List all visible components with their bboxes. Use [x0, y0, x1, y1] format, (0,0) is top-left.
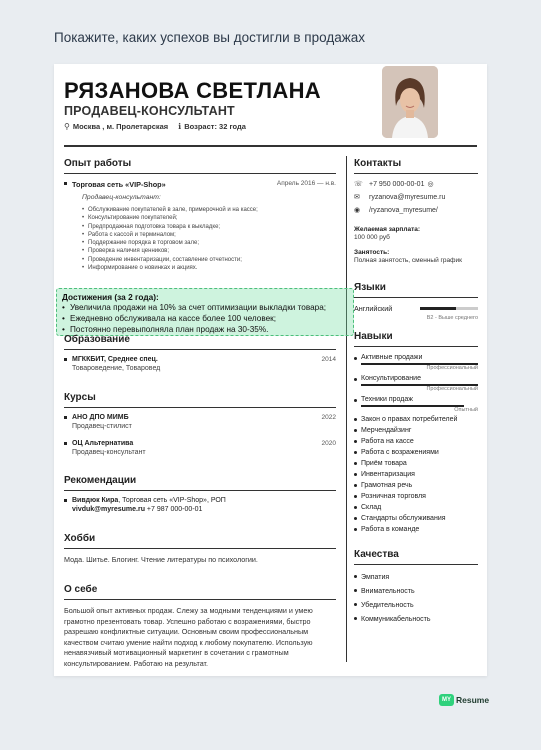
about-section: [64, 584, 336, 669]
recommender-contacts: vivduk@myresume.ru +7 987 000-00-01: [72, 506, 203, 513]
education-school: МГККБИТ, Среднее спец.: [64, 356, 158, 363]
contact-email: ✉ ryzanova@myresume.ru: [354, 193, 446, 201]
recommendations-divider: [64, 490, 336, 491]
achievements-list: [62, 302, 348, 335]
skill-item: Стандарты обслуживания: [354, 513, 478, 524]
quality-item: Коммуникабельность: [354, 613, 478, 627]
skill-level: Профессиональный: [426, 386, 478, 392]
job-company: Торговая сеть «VIP-Shop»: [64, 180, 166, 189]
education-row: [64, 356, 336, 363]
employment-label: Занятость:: [354, 249, 390, 256]
education-title: Образование: [64, 334, 130, 345]
contacts-divider: [354, 173, 478, 174]
skill-item: Склад: [354, 502, 478, 513]
hobby-title: Хобби: [64, 533, 96, 544]
column-divider: [346, 156, 347, 662]
skill-item: Грамотная речь: [354, 480, 478, 491]
skill-level: Профессиональный: [426, 365, 478, 371]
education-section: [64, 334, 336, 372]
skill-item: Работа на кассе: [354, 436, 478, 447]
location-pin-icon: ⚲: [64, 122, 70, 131]
skill-item: Приём товара: [354, 458, 478, 469]
myresume-logo: [439, 694, 489, 706]
skills-divider: [354, 346, 478, 347]
duty-item: • Работа с кассой и терминалом;: [82, 231, 336, 239]
recommendations-section: [64, 475, 336, 513]
qualities-title: Качества: [354, 549, 399, 560]
recommender: Вивдюк Кира, Торговая сеть «VIP-Shop», РОП: [64, 497, 336, 504]
skills-title: Навыки: [354, 331, 393, 342]
courses-divider: [64, 407, 336, 408]
qualities-divider: [354, 564, 478, 565]
right-column: [354, 158, 478, 627]
hobby-section: [64, 533, 336, 566]
course-name: ОЦ Альтернатива: [64, 440, 133, 447]
courses-section: [64, 392, 336, 456]
achievement-item: • Увеличила продажи на 10% за счет оптимизации выкладки товара;: [62, 302, 348, 313]
job-dates: Апрель 2016 — н.в.: [276, 180, 336, 187]
about-title: О себе: [64, 584, 98, 595]
left-column: [62, 158, 336, 334]
achievements-highlight: [56, 288, 354, 336]
course-name: АНО ДПО МИМБ: [64, 414, 129, 421]
achievement-item: • Ежедневно обслуживала на кассе более 100 человек;: [62, 313, 348, 324]
language-level-bar: [420, 307, 478, 310]
candidate-meta: [64, 122, 246, 131]
course-row: [64, 414, 336, 421]
candidate-role: ПРОДАВЕЦ-КОНСУЛЬТАНТ: [64, 104, 235, 118]
email-icon: ✉: [354, 194, 360, 201]
quality-item: Внимательность: [354, 585, 478, 599]
education-year: 2014: [321, 356, 336, 363]
person-icon: ℹ: [178, 122, 182, 131]
skill-item: Работа в команде: [354, 524, 478, 535]
page-caption: Покажите, каких успехов вы достигли в продажах: [54, 30, 366, 45]
skill-item: Мерчендайзинг: [354, 425, 478, 436]
contact-link: ◉ /ryzanova_myresume/: [354, 206, 438, 214]
duty-item: • Поддержание порядка в торговом зале;: [82, 239, 336, 247]
job-duties: [82, 206, 336, 272]
skill-item: Розничная торговля: [354, 491, 478, 502]
social-icon: ◉: [354, 207, 361, 214]
education-divider: [64, 349, 336, 350]
whatsapp-icon: ◎: [427, 181, 434, 188]
language-name: Английский: [354, 304, 393, 313]
language-level-fill: [420, 307, 456, 310]
resume-document: [54, 64, 487, 676]
logo-text: Resume: [456, 695, 490, 705]
duty-item: • Проверка наличия ценников;: [82, 247, 336, 255]
quality-item: Эмпатия: [354, 571, 478, 585]
job-header: [64, 180, 336, 189]
candidate-name: РЯЗАНОВА СВЕТЛАНА: [64, 78, 321, 103]
course-sub: Продавец-стилист: [72, 423, 132, 430]
course-year: 2020: [321, 440, 336, 447]
course-row: [64, 440, 336, 447]
about-divider: [64, 599, 336, 600]
hobby-divider: [64, 548, 336, 549]
salary-label: Желаемая зарплата:: [354, 226, 421, 233]
achievements-title: Достижения (за 2 года):: [62, 292, 159, 302]
profile-photo: [382, 66, 438, 138]
header-divider: [64, 145, 477, 147]
employment-value: Полная занятость, сменный график: [354, 257, 462, 264]
skill-level: Опытный: [454, 407, 478, 413]
about-text: Большой опыт активных продаж. Слежу за модными тенденциями и умею грамотно презентовать товар. Успешно работаю с возражениями, быстро разрешаю конфликтные ситуации. Основным своим профессиональным качеством считаю умение найти подход к любому покупателю. Использую ненавязчивый мотивационный маркетинг в сочетании с грамотным консультированием. Работаю на результат.: [64, 606, 313, 668]
age: ℹ Возраст: 32 года: [178, 122, 246, 131]
hobby-text: Мода. Шитье. Блогинг. Чтение литературы по психологии.: [64, 555, 258, 564]
course-sub: Продавец-консультант: [72, 449, 146, 456]
duty-item: • Предпродажная подготовка товара к выкладке;: [82, 223, 336, 231]
duty-item: • Информирование о новинках и акциях.: [82, 264, 336, 272]
skill-item: Закон о правах потребителей: [354, 414, 478, 425]
languages-divider: [354, 297, 478, 298]
logo-box: MY: [439, 694, 454, 706]
recommendations-title: Рекомендации: [64, 475, 137, 486]
duty-item: • Консультирование покупателей;: [82, 214, 336, 222]
skill-item: Консультирование: [354, 374, 478, 384]
experience-title: Опыт работы: [64, 158, 132, 169]
achievement-item: • Постоянно перевыполняла план продаж на 30-35%.: [62, 324, 348, 335]
salary-value: 100 000 руб: [354, 234, 390, 241]
experience-divider: [64, 173, 336, 174]
contacts-title: Контакты: [354, 158, 402, 169]
language-row: [354, 304, 478, 313]
languages-title: Языки: [354, 282, 386, 293]
education-field: Товароведение, Товаровед: [72, 365, 161, 372]
phone-icon: ☏: [354, 181, 363, 188]
skill-item: Инвентаризация: [354, 469, 478, 480]
location: ⚲ Москва , м. Пролетарская: [64, 122, 169, 131]
courses-title: Курсы: [64, 392, 96, 403]
skill-item: Работа с возражениями: [354, 447, 478, 458]
contact-phone: ☏ +7 950 000-00-01 ◎: [354, 180, 434, 188]
skill-item: Активные продажи: [354, 353, 478, 363]
skill-item: Техники продаж: [354, 395, 478, 405]
job-position: Продавец-консультант:: [82, 194, 161, 201]
course-year: 2022: [321, 414, 336, 421]
duty-item: • Проведение инвентаризации, составление отчетности;: [82, 256, 336, 264]
quality-item: Убедительность: [354, 599, 478, 613]
language-level: B2 - Выше среднего: [426, 315, 478, 321]
duty-item: • Обслуживание покупателей в зале, примерочной и на кассе;: [82, 206, 336, 214]
